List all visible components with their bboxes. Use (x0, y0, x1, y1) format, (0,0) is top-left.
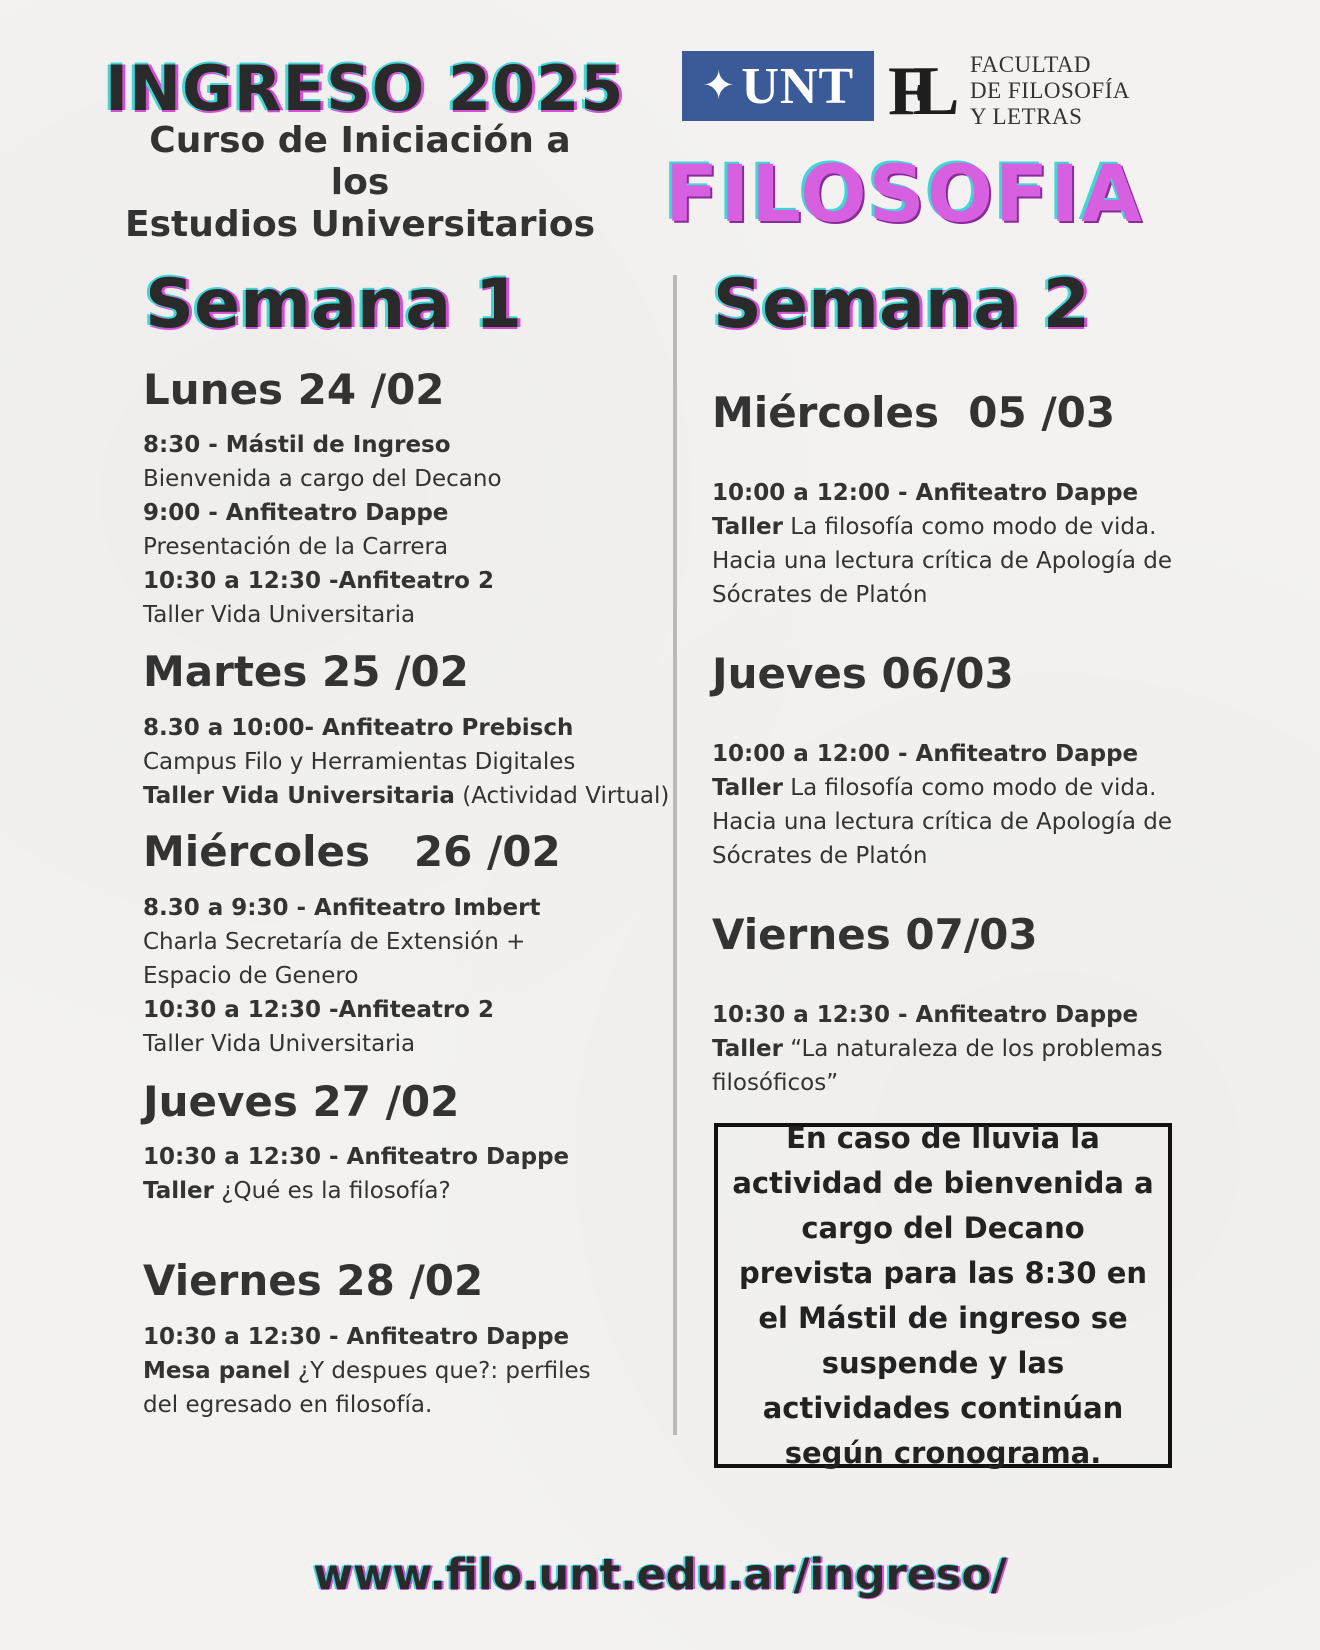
schedule-line: 10:30 a 12:30 -Anfiteatro 2 (143, 997, 494, 1023)
schedule-line: Taller Vida Universitaria (143, 602, 416, 628)
schedule-line: 10:30 a 12:30 - Anfiteatro Dappe (143, 1144, 570, 1170)
schedule-line: 10:00 a 12:00 - Anfiteatro Dappe (712, 480, 1139, 506)
day-heading: Miércoles 26 /02 (143, 827, 561, 876)
course-subtitle (115, 120, 605, 246)
schedule-line: 10:00 a 12:00 - Anfiteatro Dappe (712, 741, 1139, 767)
schedule-line: Taller “La naturaleza de los problemas (712, 1036, 1163, 1062)
schedule-line: Bienvenida a cargo del Decano (143, 466, 502, 492)
schedule-line: 10:30 a 12:30 - Anfiteatro Dappe (143, 1324, 570, 1350)
week-2-title: Semana 2 (713, 265, 1091, 344)
event-title: INGRESO 2025 (105, 52, 625, 125)
subtitle-line-2: Estudios Universitarios (124, 204, 596, 245)
schedule-line: Hacia una lectura crítica de Apología de (712, 809, 1173, 835)
star-icon: ✦ (701, 63, 736, 109)
schedule-line: Taller La filosofía como modo de vida. (712, 775, 1157, 801)
rain-notice-text: En caso de lluvia la actividad de bienvenida a cargo del Decano prevista para las 8:30 en el Mástil de ingreso se suspende y las actividades continúan según cronograma. (732, 1120, 1154, 1470)
schedule-line: Mesa panel ¿Y despues que?: perfiles (143, 1358, 591, 1384)
faculty-name (970, 52, 1130, 130)
schedule-line: Campus Filo y Herramientas Digitales (143, 749, 576, 775)
website-link[interactable]: www.filo.unt.edu.ar/ingreso/ (313, 1550, 1007, 1600)
schedule-line: 10:30 a 12:30 -Anfiteatro 2 (143, 568, 494, 594)
day-heading: Jueves 27 /02 (143, 1077, 460, 1126)
schedule-line: Sócrates de Platón (712, 843, 928, 869)
faculty-line-2: DE FILOSOFÍA (970, 78, 1130, 103)
schedule-line: Sócrates de Platón (712, 582, 928, 608)
schedule-line: 10:30 a 12:30 - Anfiteatro Dappe (712, 1002, 1139, 1028)
schedule-line: 8.30 a 9:30 - Anfiteatro Imbert (143, 895, 541, 921)
subtitle-line-1: Curso de Iniciación a los (149, 120, 571, 203)
schedule-line: del egresado en filosofía. (143, 1392, 433, 1418)
faculty-logo-icon (888, 50, 960, 124)
schedule-line: 8:30 - Mástil de Ingreso (143, 432, 451, 458)
schedule-line: Presentación de la Carrera (143, 534, 449, 560)
schedule-line: Taller La filosofía como modo de vida. (712, 514, 1157, 540)
day-heading: Miércoles 05 /03 (712, 388, 1116, 437)
day-heading: Martes 25 /02 (143, 647, 469, 696)
unt-logo-text: UNT (741, 57, 855, 115)
week-1-title: Semana 1 (145, 265, 523, 344)
faculty-line-3: Y LETRAS (970, 104, 1083, 129)
faculty-logo-letters: FL (888, 53, 942, 124)
unt-logo (682, 51, 874, 121)
schedule-line: 8.30 a 10:00- Anfiteatro Prebisch (143, 715, 574, 741)
schedule-line: Charla Secretaría de Extensión + (143, 929, 526, 955)
day-heading: Viernes 28 /02 (143, 1256, 484, 1305)
schedule-line: Taller Vida Universitaria (143, 1031, 416, 1057)
schedule-line: 9:00 - Anfiteatro Dappe (143, 500, 449, 526)
schedule-line: filosóficos” (712, 1070, 839, 1096)
day-heading: Jueves 06/03 (712, 649, 1014, 698)
schedule-line: Taller Vida Universitaria (Actividad Virtual) (143, 783, 670, 809)
schedule-line: Taller ¿Qué es la filosofía? (143, 1178, 451, 1204)
column-divider (673, 275, 677, 1435)
schedule-line: Hacia una lectura crítica de Apología de (712, 548, 1173, 574)
faculty-line-1: FACULTAD (970, 52, 1092, 77)
schedule-line: Espacio de Genero (143, 963, 359, 989)
rain-notice-box (714, 1120, 1172, 1470)
day-heading: Viernes 07/03 (712, 910, 1038, 959)
day-heading: Lunes 24 /02 (143, 365, 445, 414)
program-title: FILOSOFIA (665, 150, 1144, 240)
